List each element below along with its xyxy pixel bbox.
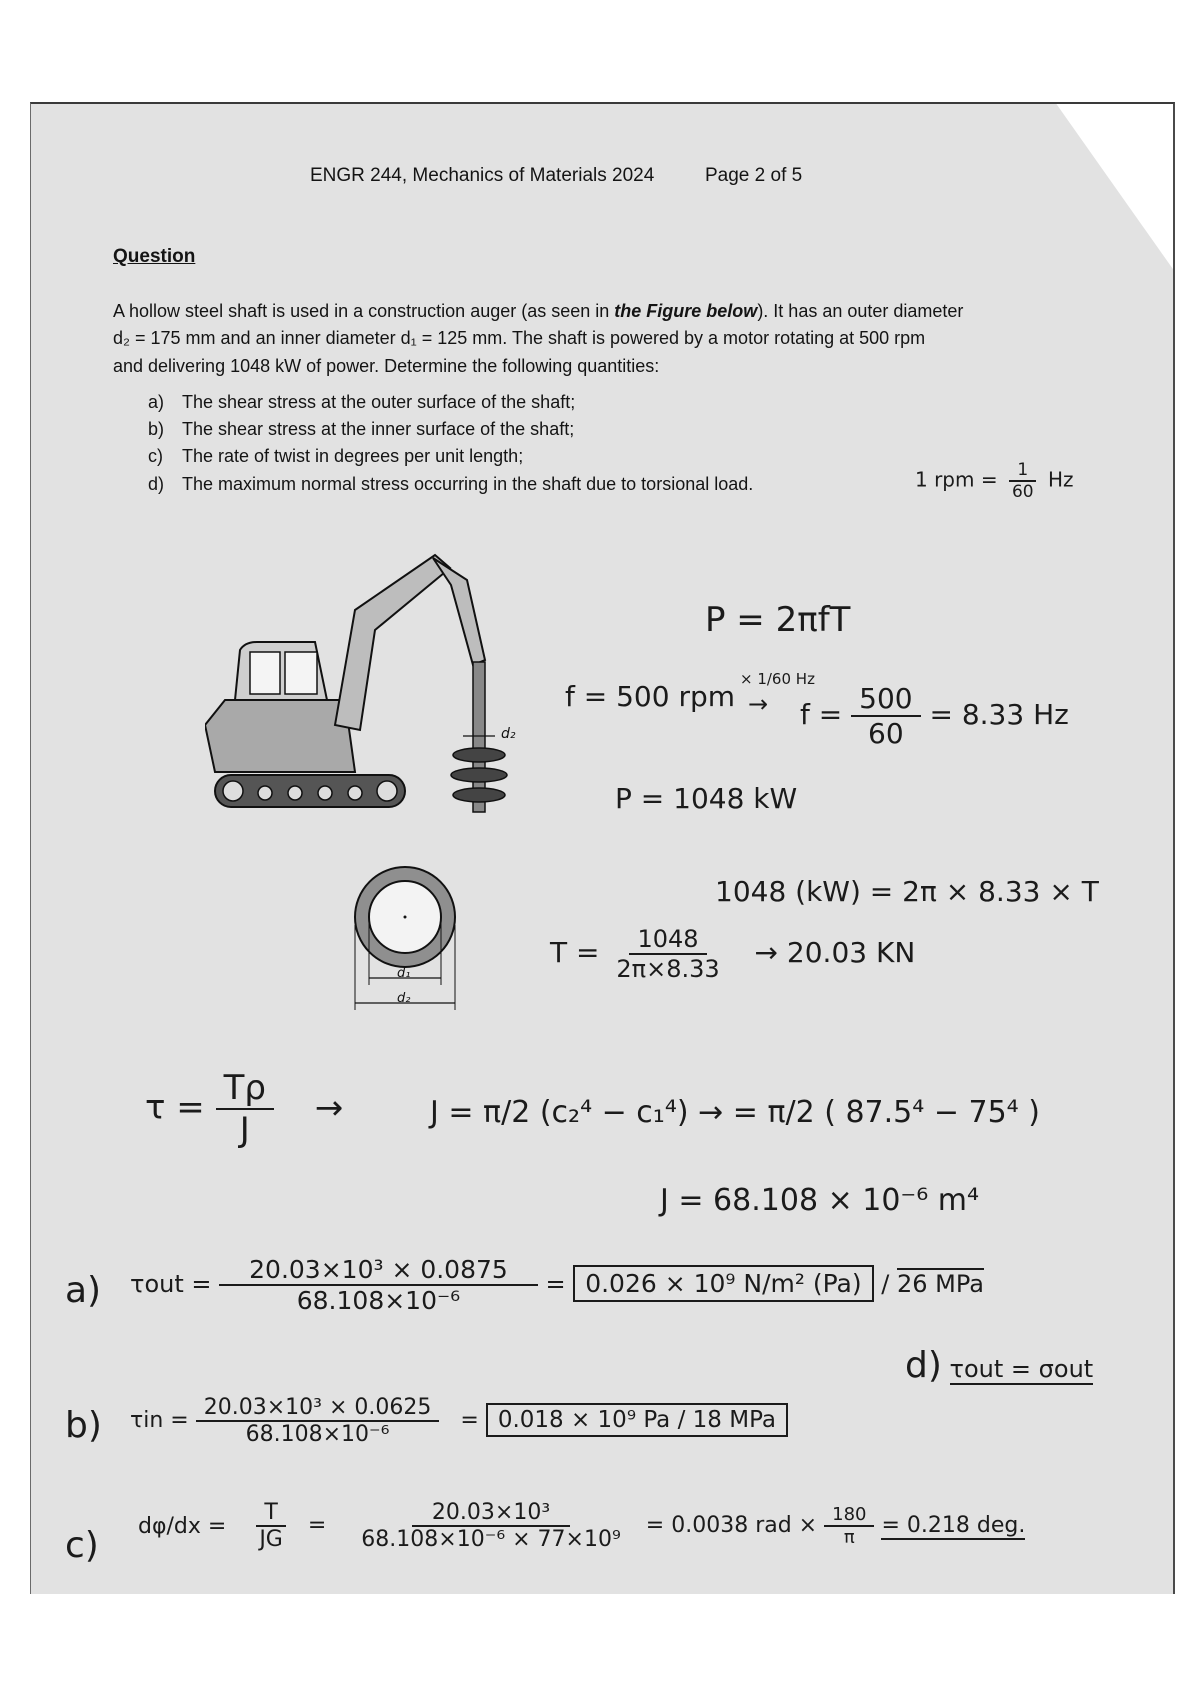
- part-d-answer: d) τout = σout: [905, 1345, 1094, 1386]
- torque-calculation: T = $\frac{1048}{2\pi\times 8.33}$ → 20.03 KN: [550, 925, 916, 983]
- excavator-boom: [335, 555, 450, 730]
- frequency-conversion: f = 500 rpm: [565, 680, 736, 713]
- part-c-label: c): [65, 1525, 99, 1566]
- power-equation: P = 2πfT: [705, 600, 851, 640]
- shear-stress-formula: τ = $\frac{T\rho}{J}$ →: [145, 1068, 344, 1150]
- excavator-body: [205, 700, 355, 772]
- part-a-label: a): [65, 1270, 102, 1311]
- polar-moment-result: J = 68.108 × 10⁻⁶ m⁴: [660, 1183, 980, 1218]
- shaft-cross-section: [345, 865, 465, 1020]
- question-item: b) The shear stress at the inner surface of the shaft;: [148, 419, 575, 439]
- power-value: P = 1048 kW: [615, 782, 798, 815]
- part-a-result: 26 MPa: [897, 1270, 984, 1298]
- power-substitution: 1048 (kW) = 2π × 8.33 × T: [715, 875, 1099, 908]
- part-a-calculation: τout = $\frac{\text{20.03×10³ × 0.0875}}{\text{68.108×10⁻⁶}}$ = 0.026 × 10⁹ N/m² (Pa) / 26 MPa: [130, 1255, 984, 1315]
- page-number: Page 2 of 5: [705, 165, 803, 186]
- polar-moment-equation: J = π/2 (c₂⁴ − c₁⁴) → = π/2 ( 87.5⁴ − 75⁴ ): [430, 1095, 1040, 1130]
- question-intro-line3: and delivering 1048 kW of power. Determine the following quantities:: [113, 356, 660, 376]
- question-heading: Question: [113, 246, 196, 267]
- part-a-boxed-answer: 0.026 × 10⁹ N/m² (Pa): [573, 1265, 873, 1302]
- question-intro-line2: d₂ = 175 mm and an inner diameter d₁ = 125 mm. The shaft is powered by a motor rotating at 500 rpm: [113, 328, 926, 348]
- folded-corner: [1055, 102, 1175, 272]
- frequency-arrow-label: × 1/60 Hz: [740, 670, 815, 688]
- question-item: a) The shear stress at the outer surface of the shaft;: [148, 392, 576, 412]
- part-b-boxed-answer: 0.018 × 10⁹ Pa / 18 MPa: [486, 1403, 788, 1437]
- part-b-calculation: τin = $\frac{\text{20.03×10³ × 0.0625}}{\text{68.108×10⁻⁶}}$ = 0.018 × 10⁹ Pa / 18 MPa: [130, 1395, 788, 1447]
- d2-dimension-label: d₂: [501, 726, 516, 742]
- course-header: ENGR 244, Mechanics of Materials 2024: [310, 165, 655, 186]
- question-item: d) The maximum normal stress occurring in the shaft due to torsional load.: [148, 474, 754, 494]
- part-c-calculation: dφ/dx = $\frac{T}{JG}$ = $\frac{\text{20.03×10³}}{\text{68.108×10⁻⁶ × 77×10⁹}}$ = 0.0038 rad × $\frac{180}{\pi}$ = 0.218 deg.: [138, 1500, 1026, 1552]
- frequency-fraction: f = $\frac{500}{60}$ = 8.33 Hz: [800, 682, 1069, 750]
- d2-dimension-label: d₂: [397, 991, 411, 1006]
- question-intro-line1: A hollow steel shaft is used in a construction auger (as seen in the Figure below). It has an outer diameter: [113, 301, 964, 321]
- question-item: c) The rate of twist in degrees per unit length;: [148, 446, 524, 466]
- rpm-conversion-note: 1 rpm = $\frac{1}{60}$ Hz: [915, 460, 1074, 502]
- frequency-arrow: →: [748, 690, 769, 718]
- excavator-figure: [205, 550, 565, 820]
- d1-dimension-label: d₁: [397, 966, 411, 981]
- part-b-label: b): [65, 1405, 102, 1446]
